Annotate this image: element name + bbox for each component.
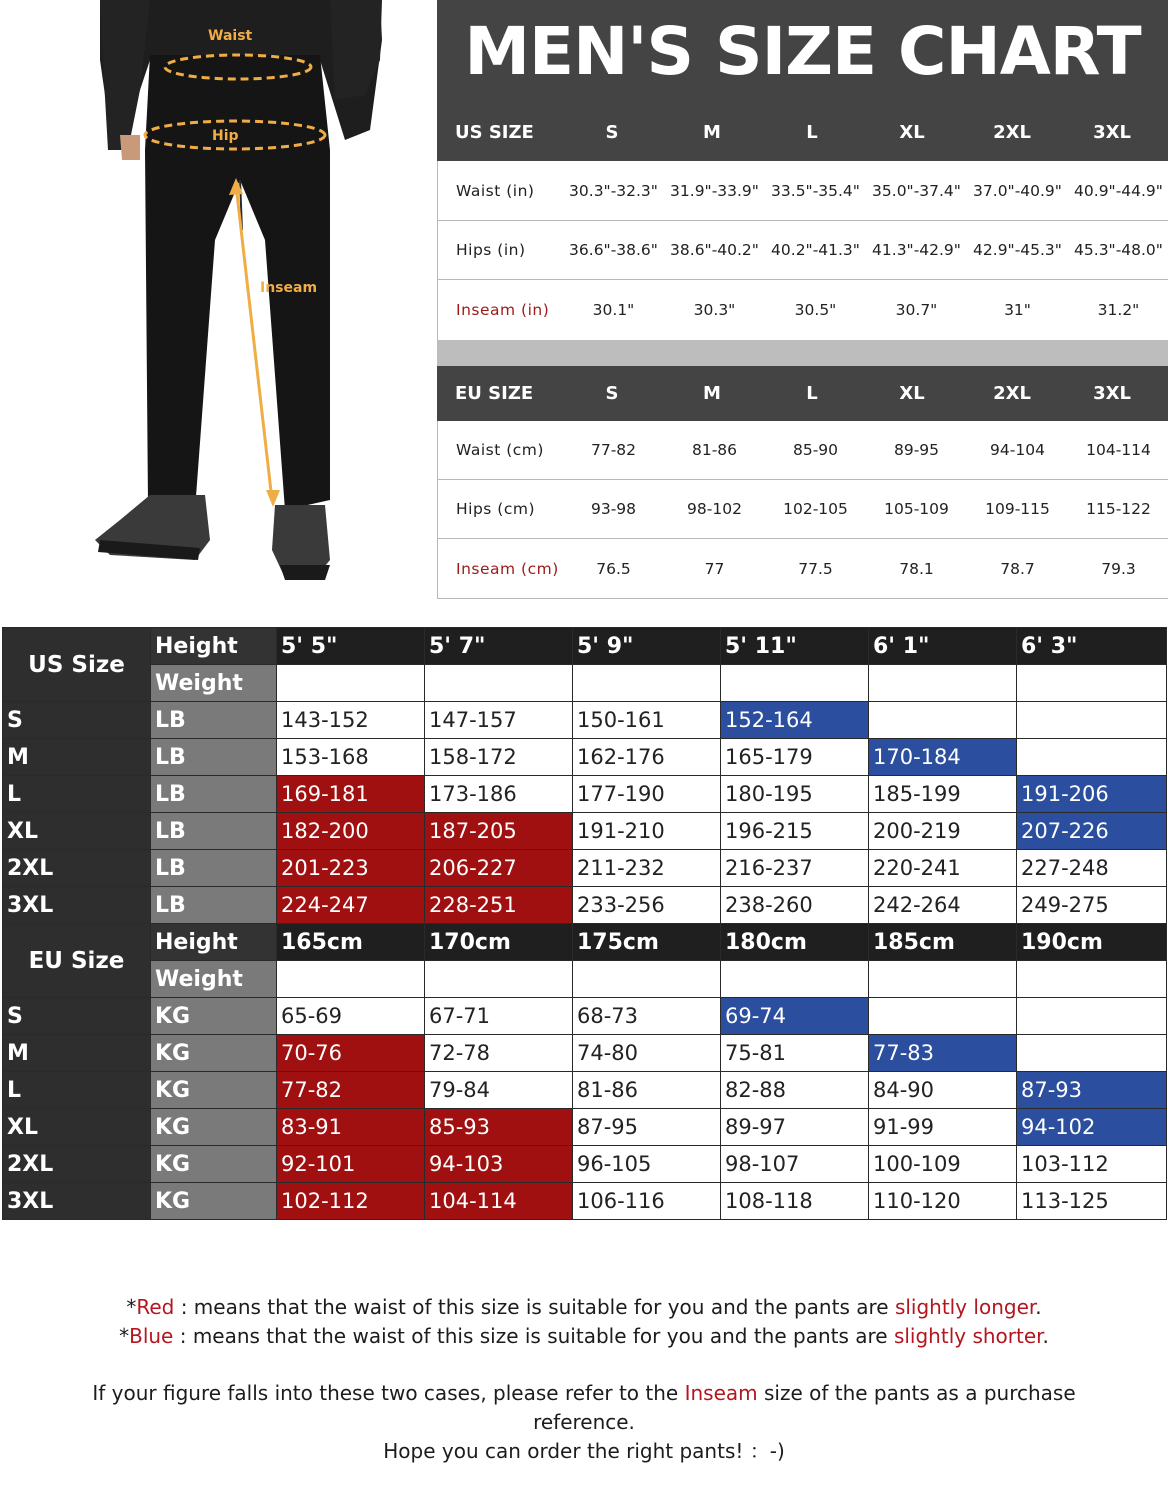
weight-cell: 147-157 <box>425 702 573 739</box>
weight-cell: 162-176 <box>573 739 721 776</box>
table-cell <box>869 665 1017 702</box>
eu-waist-row <box>438 421 1168 480</box>
eu-size-header-row <box>437 366 1168 421</box>
weight-cell: 173-186 <box>425 776 573 813</box>
weight-cell: 74-80 <box>573 1035 721 1072</box>
table-cell <box>573 961 721 998</box>
weight-cell: 200-219 <box>869 813 1017 850</box>
weight-cell <box>1017 739 1167 776</box>
weight-cell <box>869 702 1017 739</box>
weight-cell: 72-78 <box>425 1035 573 1072</box>
weight-cell: 106-116 <box>573 1183 721 1220</box>
table-cell: 30.1" <box>592 301 635 319</box>
table-row <box>3 1072 1167 1109</box>
row-label: Hips (cm) <box>456 500 536 518</box>
weight-cell: 65-69 <box>277 998 425 1035</box>
table-cell: 35.0"-37.4" <box>872 181 961 200</box>
eu-size-body <box>437 421 1168 599</box>
weight-cell: 68-73 <box>573 998 721 1035</box>
eu-size-header: EU SIZE <box>455 383 534 404</box>
table-cell: 30.5" <box>794 301 837 319</box>
us-weight-row <box>3 665 1167 702</box>
weight-cell: 191-206 <box>1017 776 1167 813</box>
size-label: XL <box>3 813 151 850</box>
weight-cell: 94-102 <box>1017 1109 1167 1146</box>
weight-cell: 158-172 <box>425 739 573 776</box>
height-value: 5' 5" <box>277 628 425 665</box>
weight-cell: 196-215 <box>721 813 869 850</box>
weight-cell: 249-275 <box>1017 887 1167 924</box>
weight-cell: 211-232 <box>573 850 721 887</box>
weight-cell: 242-264 <box>869 887 1017 924</box>
row-label: Waist (cm) <box>456 441 544 459</box>
table-cell: 31.2" <box>1097 301 1140 319</box>
us-inseam-row <box>438 280 1168 340</box>
table-cell: 78.1 <box>899 559 934 578</box>
table-cell: 102-105 <box>783 500 848 518</box>
size-col: S <box>605 122 619 143</box>
weight-cell: 87-93 <box>1017 1072 1167 1109</box>
height-label: Height <box>151 628 277 665</box>
table-cell: 36.6"-38.6" <box>569 241 658 259</box>
table-cell: 41.3"-42.9" <box>872 241 961 259</box>
table-cell: 109-115 <box>985 500 1050 518</box>
weight-cell: 238-260 <box>721 887 869 924</box>
table-cell: 33.5"-35.4" <box>771 181 860 200</box>
height-value: 6' 1" <box>869 628 1017 665</box>
height-value: 190cm <box>1017 924 1167 961</box>
eu-size-label: EU Size <box>3 924 151 998</box>
weight-cell: 228-251 <box>425 887 573 924</box>
unit-label: KG <box>151 1183 277 1220</box>
unit-label: LB <box>151 887 277 924</box>
weight-cell: 77-83 <box>869 1035 1017 1072</box>
weight-table-body <box>3 628 1167 1220</box>
eu-hips-row <box>438 480 1168 539</box>
table-cell: 31.9"-33.9" <box>670 181 759 200</box>
row-label: Waist (in) <box>456 181 535 200</box>
row-label: Inseam (in) <box>456 301 550 319</box>
table-cell: 105-109 <box>884 500 949 518</box>
weight-cell: 220-241 <box>869 850 1017 887</box>
slightly-shorter-text: slightly shorter <box>893 1324 1043 1348</box>
size-label: 3XL <box>3 887 151 924</box>
weight-cell: 169-181 <box>277 776 425 813</box>
table-cell <box>277 665 425 702</box>
size-col: M <box>703 122 721 143</box>
us-hips-row <box>438 221 1168 280</box>
slightly-longer-text: slightly longer <box>894 1295 1036 1319</box>
table-cell: 85-90 <box>792 441 839 459</box>
table-cell: 78.7 <box>1000 559 1035 578</box>
asterisk: * <box>126 1295 137 1319</box>
weight-cell: 100-109 <box>869 1146 1017 1183</box>
size-label: 2XL <box>3 850 151 887</box>
size-col: S <box>605 383 619 404</box>
height-value: 6' 3" <box>1017 628 1167 665</box>
reference-note <box>0 1379 1168 1437</box>
table-cell: 40.2"-41.3" <box>771 241 860 259</box>
height-value: 185cm <box>869 924 1017 961</box>
height-value: 165cm <box>277 924 425 961</box>
size-label: XL <box>3 1109 151 1146</box>
table-row <box>3 776 1167 813</box>
table-row <box>3 1109 1167 1146</box>
weight-cell: 89-97 <box>721 1109 869 1146</box>
weight-cell: 224-247 <box>277 887 425 924</box>
table-row <box>3 739 1167 776</box>
table-cell: 77.5 <box>798 559 833 578</box>
table-cell: 30.3" <box>693 301 736 319</box>
table-cell: 76.5 <box>596 559 631 578</box>
size-chart <box>437 0 1168 600</box>
weight-cell: 177-190 <box>573 776 721 813</box>
weight-cell: 165-179 <box>721 739 869 776</box>
row-label: Inseam (cm) <box>456 559 559 578</box>
size-col: 2XL <box>993 383 1031 404</box>
size-label: L <box>3 776 151 813</box>
inseam-label: Inseam <box>260 280 318 296</box>
eu-inseam-row <box>438 539 1168 598</box>
notes-section <box>0 1263 1168 1500</box>
weight-cell: 98-107 <box>721 1146 869 1183</box>
table-cell: 93-98 <box>590 500 637 518</box>
us-size-label: US Size <box>3 628 151 702</box>
table-cell: 42.9"-45.3" <box>973 241 1062 259</box>
weight-cell: 75-81 <box>721 1035 869 1072</box>
table-cell: 115-122 <box>1086 500 1151 518</box>
weight-cell: 108-118 <box>721 1183 869 1220</box>
separator-bar <box>437 340 1168 366</box>
table-cell <box>425 665 573 702</box>
unit-label: KG <box>151 1072 277 1109</box>
table-cell: 104-114 <box>1086 441 1151 459</box>
weight-cell <box>1017 998 1167 1035</box>
weight-cell: 206-227 <box>425 850 573 887</box>
size-col: M <box>703 383 721 404</box>
weight-cell: 185-199 <box>869 776 1017 813</box>
weight-cell: 102-112 <box>277 1183 425 1220</box>
blue-keyword: Blue <box>129 1324 174 1348</box>
height-label: Height <box>151 924 277 961</box>
closing-note: Hope you can order the right pants! ：-) <box>383 1439 785 1463</box>
period: . <box>1035 1295 1042 1319</box>
height-value: 170cm <box>425 924 573 961</box>
table-cell: 45.3"-48.0" <box>1074 241 1163 259</box>
unit-label: KG <box>151 1109 277 1146</box>
table-row <box>3 850 1167 887</box>
weight-cell <box>1017 702 1167 739</box>
red-keyword: Red <box>136 1295 175 1319</box>
weight-cell: 85-93 <box>425 1109 573 1146</box>
us-size-header: US SIZE <box>455 122 534 143</box>
weight-cell: 82-88 <box>721 1072 869 1109</box>
weight-cell: 180-195 <box>721 776 869 813</box>
height-value: 175cm <box>573 924 721 961</box>
table-cell: 30.7" <box>895 301 938 319</box>
table-cell: 31" <box>1004 301 1031 319</box>
weight-cell: 110-120 <box>869 1183 1017 1220</box>
table-cell: 77 <box>704 559 725 578</box>
weight-cell: 96-105 <box>573 1146 721 1183</box>
size-col: 3XL <box>1093 122 1131 143</box>
inseam-keyword: Inseam <box>684 1381 758 1405</box>
weight-label: Weight <box>151 961 277 998</box>
blue-note <box>0 1322 1168 1351</box>
table-row <box>3 1183 1167 1220</box>
hip-label: Hip <box>212 128 239 144</box>
table-row <box>3 1035 1167 1072</box>
weight-cell <box>869 998 1017 1035</box>
table-cell <box>721 961 869 998</box>
table-cell: 94-104 <box>990 441 1045 459</box>
height-value: 5' 9" <box>573 628 721 665</box>
note-text: : means that the waist of this size is suitable for you and the pants are <box>174 1295 895 1319</box>
weight-cell: 153-168 <box>277 739 425 776</box>
period: . <box>1042 1324 1049 1348</box>
weight-cell: 216-237 <box>721 850 869 887</box>
weight-cell: 79-84 <box>425 1072 573 1109</box>
unit-label: LB <box>151 813 277 850</box>
unit-label: LB <box>151 702 277 739</box>
unit-label: KG <box>151 1146 277 1183</box>
weight-height-table <box>2 627 1166 1220</box>
asterisk: * <box>119 1324 130 1348</box>
note-text: : means that the waist of this size is suitable for you and the pants are <box>173 1324 894 1348</box>
unit-label: LB <box>151 776 277 813</box>
table-cell: 89-95 <box>893 441 940 459</box>
table-cell <box>869 961 1017 998</box>
red-note <box>0 1293 1168 1322</box>
table-cell <box>721 665 869 702</box>
weight-cell: 233-256 <box>573 887 721 924</box>
pants-model-image <box>0 0 436 600</box>
size-col: L <box>806 122 818 143</box>
us-size-header-row <box>437 104 1168 161</box>
table-row <box>3 1146 1167 1183</box>
height-value: 5' 11" <box>721 628 869 665</box>
table-row <box>3 702 1167 739</box>
size-label: M <box>3 739 151 776</box>
size-col: 2XL <box>993 122 1031 143</box>
weight-cell: 94-103 <box>425 1146 573 1183</box>
size-col: XL <box>899 383 925 404</box>
eu-height-row <box>3 924 1167 961</box>
table-cell <box>425 961 573 998</box>
waist-label: Waist <box>208 28 253 44</box>
note-text: If your figure falls into these two cases, please refer to the <box>92 1381 685 1405</box>
weight-cell: 69-74 <box>721 998 869 1035</box>
model-illustration <box>0 0 436 600</box>
table-row <box>3 887 1167 924</box>
size-label: 2XL <box>3 1146 151 1183</box>
size-label: 3XL <box>3 1183 151 1220</box>
weight-cell: 103-112 <box>1017 1146 1167 1183</box>
us-height-row <box>3 628 1167 665</box>
weight-cell: 113-125 <box>1017 1183 1167 1220</box>
table-cell <box>1017 665 1167 702</box>
weight-cell: 170-184 <box>869 739 1017 776</box>
weight-cell: 87-95 <box>573 1109 721 1146</box>
weight-label: Weight <box>151 665 277 702</box>
table-cell: 37.0"-40.9" <box>973 181 1062 200</box>
weight-cell: 83-91 <box>277 1109 425 1146</box>
table-cell: 81-86 <box>691 441 738 459</box>
size-label: L <box>3 1072 151 1109</box>
chart-title: MEN'S SIZE CHART <box>437 0 1168 104</box>
size-label: S <box>3 702 151 739</box>
note-text: size of the pants as a purchase reference. <box>533 1381 1076 1434</box>
size-label: S <box>3 998 151 1035</box>
weight-cell: 92-101 <box>277 1146 425 1183</box>
size-col: L <box>806 383 818 404</box>
table-cell: 30.3"-32.3" <box>569 181 658 200</box>
weight-cell: 187-205 <box>425 813 573 850</box>
weight-cell: 182-200 <box>277 813 425 850</box>
weight-cell <box>1017 1035 1167 1072</box>
weight-cell: 81-86 <box>573 1072 721 1109</box>
table-cell: 40.9"-44.9" <box>1074 181 1163 200</box>
weight-cell: 227-248 <box>1017 850 1167 887</box>
weight-cell: 104-114 <box>425 1183 573 1220</box>
table-row <box>3 813 1167 850</box>
height-value: 180cm <box>721 924 869 961</box>
size-col: XL <box>899 122 925 143</box>
table-cell: 38.6"-40.2" <box>670 241 759 259</box>
weight-cell: 143-152 <box>277 702 425 739</box>
size-col: 3XL <box>1093 383 1131 404</box>
weight-cell: 191-210 <box>573 813 721 850</box>
weight-cell: 84-90 <box>869 1072 1017 1109</box>
table-cell <box>573 665 721 702</box>
size-label: M <box>3 1035 151 1072</box>
us-size-body <box>437 161 1168 340</box>
weight-cell: 150-161 <box>573 702 721 739</box>
unit-label: KG <box>151 1035 277 1072</box>
us-waist-row <box>438 161 1168 221</box>
unit-label: KG <box>151 998 277 1035</box>
table-cell: 98-102 <box>687 500 742 518</box>
weight-cell: 207-226 <box>1017 813 1167 850</box>
weight-cell: 91-99 <box>869 1109 1017 1146</box>
table-cell <box>1017 961 1167 998</box>
weight-cell: 152-164 <box>721 702 869 739</box>
table-row <box>3 998 1167 1035</box>
table-cell: 77-82 <box>590 441 637 459</box>
weight-cell: 77-82 <box>277 1072 425 1109</box>
weight-cell: 70-76 <box>277 1035 425 1072</box>
weight-cell: 67-71 <box>425 998 573 1035</box>
weight-cell: 201-223 <box>277 850 425 887</box>
eu-weight-row <box>3 961 1167 998</box>
table-cell: 79.3 <box>1101 559 1136 578</box>
unit-label: LB <box>151 850 277 887</box>
row-label: Hips (in) <box>456 241 526 259</box>
unit-label: LB <box>151 739 277 776</box>
table-cell <box>277 961 425 998</box>
height-value: 5' 7" <box>425 628 573 665</box>
